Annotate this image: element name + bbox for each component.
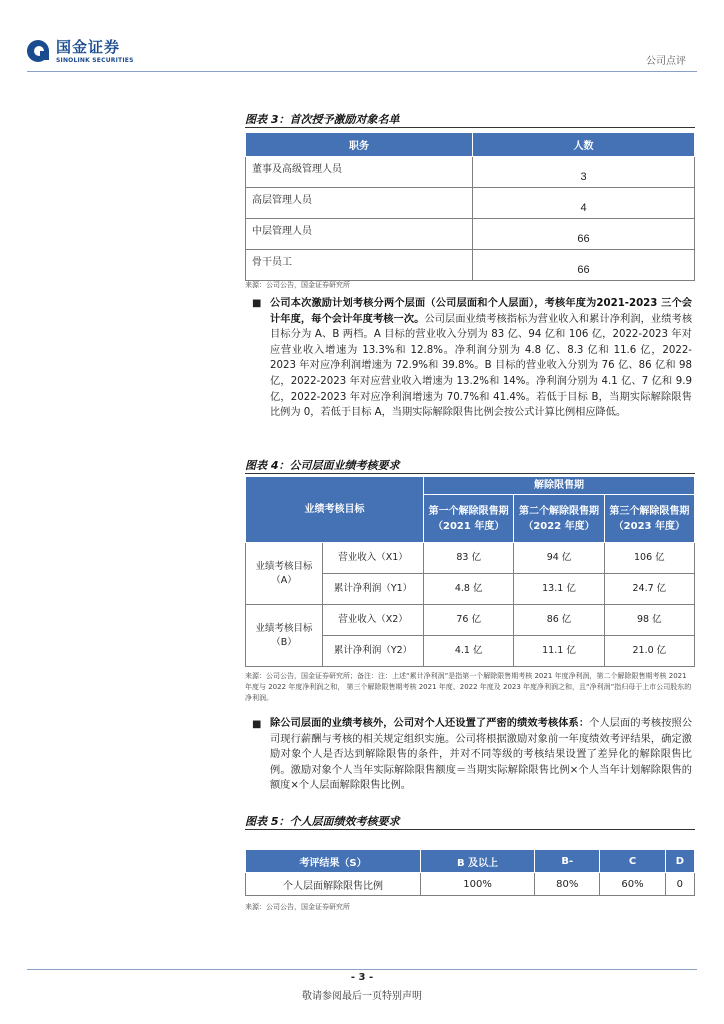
table-cell: 累计净利润（Y1）: [323, 574, 424, 605]
table-header: D: [665, 850, 694, 873]
table-header: B-: [535, 850, 600, 873]
fig4-title-rule: [245, 473, 695, 474]
table-cell: 80%: [535, 873, 600, 896]
fig3-title: 图表 3：首次授予激励对象名单: [245, 113, 400, 126]
fig4-title: 图表 4：公司层面业绩考核要求: [245, 459, 400, 472]
paragraph-body: 个人层面的考核按照公司现行薪酬与考核的相关规定组织实施。公司将根据激励对象前一年度绩效考评结果，确定激励对象个人是否达到解除限售的条件，并对不同等级的考核结果设置了差异化的解除限售比例。激励对象个人当年实际解除限售额度＝当期实际解除限售比例×个人当年计划解除限售的额度×个人层面解除限售比例。: [270, 718, 693, 792]
fig4-source: 来源：公司公告，国金证券研究所；备注：注：上述“累计净利润”是指第一个解除限售期考核 2021 年度净利润，第二个解除限售期考核 2021 年度与 2022 年度净利润之和， 第三个解除限售期考核 2021 年度、2022 年度及 2023 年度净利润之和，且“净利润”指归母于上市公司股东的净利润。: [245, 672, 692, 702]
fig4-header-period: 第一个解除限售期 （2021 年度）: [424, 495, 514, 543]
table-cell: 营业收入（X1）: [323, 543, 424, 574]
fig4-header-group: 解除限售期: [424, 477, 695, 495]
paragraph-lead: 除公司层面的业绩考核外，公司对个人还设置了严密的绩效考核体系：: [270, 718, 590, 729]
footer-divider: [27, 969, 697, 970]
logo-name-cn: 国金证券: [56, 38, 121, 56]
fig5-source: 来源：公司公告，国金证券研究所: [245, 903, 350, 911]
table-cell: 76 亿: [424, 605, 514, 636]
company-logo: [27, 40, 134, 64]
bullet-icon: ■: [252, 298, 262, 309]
bullet-icon: ■: [252, 719, 262, 730]
table-cell: 106 亿: [604, 543, 694, 574]
table-cell: 24.7 亿: [604, 574, 694, 605]
fig4-group-label: 业绩考核目标（A）: [246, 543, 323, 605]
paragraph-performance: [270, 296, 692, 421]
table-cell: 13.1 亿: [514, 574, 604, 605]
table-cell: 83 亿: [424, 543, 514, 574]
fig4-header-period: 第二个解除限售期 （2022 年度）: [514, 495, 604, 543]
table-cell: 100%: [421, 873, 535, 896]
paragraph-individual: [270, 716, 692, 794]
logo-icon: [27, 40, 51, 64]
table-header: 考评结果（S）: [246, 850, 421, 873]
table-cell: 86 亿: [514, 605, 604, 636]
table-cell: 11.1 亿: [514, 636, 604, 667]
fig5-title-rule: [245, 829, 695, 830]
table-cell: 骨干员工: [246, 250, 473, 281]
paragraph-body: 公司层面业绩考核指标为营业收入和累计净利润，业绩考核目标分为 A、B 两档。A 目标的营业收入分别为 83 亿、94 亿和 106 亿，2022-2023 年对应营业收入增速为 13.3%和 12.8%。净利润分别为 4.8 亿、8.3 亿和 11.6 亿，2022-2023 年对应净利润增速为 72.9%和 39.8%。B 目标的营业收入分别为 76 亿、86 亿和 98 亿，2022-2023 年对应营业收入增速为 13.2%和 14%。净利润分别为 4.1 亿、7 亿和 9.9 亿，2022-2023 年对应净利润增速为 70.7%和 41.4%。若低于目标 B，当期实际解除限售比例为 0，若低于目标 A，当期实际解除限售比例会按公式计算比例相应降低。: [270, 313, 693, 419]
table-cell: 66: [473, 219, 695, 250]
table-cell: 高层管理人员: [246, 188, 473, 219]
table-cell: 4.1 亿: [424, 636, 514, 667]
page-number: - 3 -: [350, 972, 374, 983]
table-cell: 营业收入（X2）: [323, 605, 424, 636]
fig4-table: [245, 476, 695, 667]
table-cell: 0: [665, 873, 694, 896]
disclaimer-note: 敬请参阅最后一页特别声明: [302, 991, 422, 1002]
fig3-table: [245, 132, 695, 281]
fig4-header-period: 第三个解除限售期 （2023 年度）: [604, 495, 694, 543]
fig3-title-rule: [245, 127, 695, 128]
table-cell: 董事及高级管理人员: [246, 157, 473, 188]
logo-name-en: SINOLINK SECURITIES: [56, 57, 134, 64]
table-cell: 4: [473, 188, 695, 219]
table-header: B 及以上: [421, 850, 535, 873]
fig5-table: [245, 849, 695, 896]
fig4-group-label: 业绩考核目标（B）: [246, 605, 323, 667]
fig3-source: 来源：公司公告，国金证券研究所: [245, 281, 350, 289]
table-cell: 累计净利润（Y2）: [323, 636, 424, 667]
table-cell: 94 亿: [514, 543, 604, 574]
table-cell: 个人层面解除限售比例: [246, 873, 421, 896]
fig5-title: 图表 5：个人层面绩效考核要求: [245, 815, 400, 828]
table-cell: 4.8 亿: [424, 574, 514, 605]
fig3-header-count: 人数: [473, 133, 695, 157]
table-cell: 中层管理人员: [246, 219, 473, 250]
table-cell: 66: [473, 250, 695, 281]
table-cell: 98 亿: [604, 605, 694, 636]
table-cell: 3: [473, 157, 695, 188]
fig3-header-role: 职务: [246, 133, 473, 157]
fig4-header-target: 业绩考核目标: [246, 477, 424, 543]
paragraph-lead: 公司本次激励计划考核分两个层面（公司层面和个人层面），考核年度为2021-2023 三个会计年度，每个会计年度考核一次。: [270, 298, 692, 325]
table-cell: 60%: [600, 873, 665, 896]
header-divider: [27, 71, 697, 72]
table-header: C: [600, 850, 665, 873]
doc-type-label: 公司点评: [646, 56, 686, 67]
table-cell: 21.0 亿: [604, 636, 694, 667]
